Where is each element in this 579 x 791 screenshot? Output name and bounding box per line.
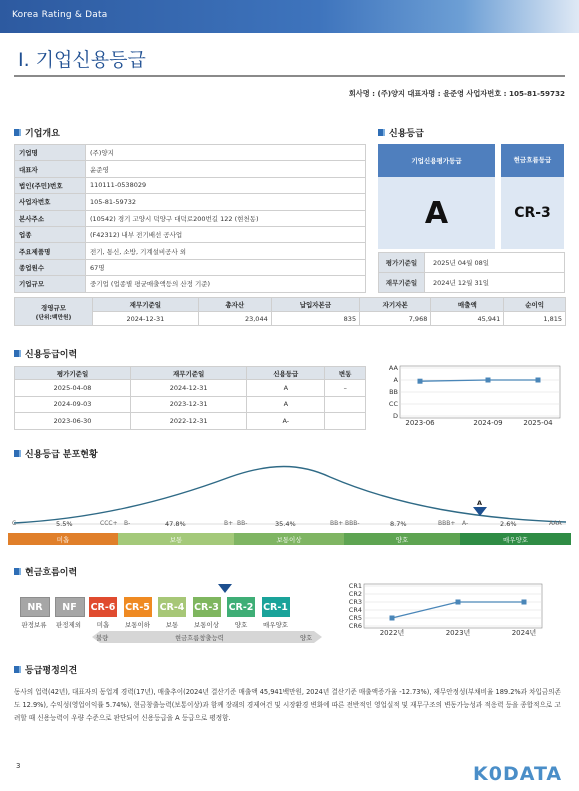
cf-grade-box: CR-6 [89, 597, 117, 617]
x-tick-label: 2022년 [379, 629, 405, 637]
scale-value: 2024-12-31 [93, 312, 199, 326]
distribution-percent: 35.4% [275, 520, 296, 528]
data-point [522, 600, 527, 605]
distribution-percent: 47.8% [165, 520, 186, 528]
history-cell: 2023-12-31 [131, 396, 247, 413]
page-header-bar [0, 0, 579, 33]
overview-value: 110111-0538029 [86, 177, 366, 193]
scale-header: 순이익 [504, 298, 566, 312]
overview-key: 기업규모 [15, 276, 86, 292]
cf-bar-left-label: 불량 [96, 635, 109, 642]
scale-table [14, 297, 566, 326]
marker-label: A [477, 499, 483, 507]
overview-key: 사업자번호 [15, 194, 86, 210]
cf-bar-mid-label: 현금흐름창출능력 [175, 635, 224, 642]
distribution-heading-text: 신용등급 분포현황 [25, 450, 98, 460]
distribution-band: 보통이상 [234, 533, 344, 545]
grade-tick-label: B- [124, 520, 131, 527]
overview-value: (10542) 경기 고양시 덕양구 대덕로200번길 122 (현천동) [86, 210, 366, 226]
history-cell: 2022-12-31 [131, 413, 247, 430]
history-cell: A [247, 396, 325, 413]
overview-key: 본사주소 [15, 210, 86, 226]
cf-grade-header: 현금흐름등급 [501, 144, 564, 177]
overview-row [15, 226, 366, 242]
overview-heading-text: 기업개요 [25, 129, 60, 139]
company-info-line: 회사명 : (주)양지 대표자명 : 윤준영 사업자번호 : 105-81-59732 [348, 89, 565, 98]
page-title: I. 기업신용등급 [18, 49, 146, 71]
cf-grade-box: CR-1 [262, 597, 290, 617]
cf-grade-label: 매우양호 [262, 621, 289, 629]
overview-value: (주)양지 [86, 145, 366, 161]
history-cell [325, 396, 366, 413]
overview-value: 105-81-59732 [86, 194, 366, 210]
overview-value: 중기업 (업종별 평균매출액등의 산정 기준) [86, 276, 366, 292]
history-header: 신용등급 [247, 367, 325, 380]
grade-tick-label: C [12, 520, 17, 527]
history-cell: 2023-06-30 [15, 413, 131, 430]
y-tick-label: CR1 [348, 582, 362, 591]
data-point [390, 616, 395, 621]
overview-value: 윤준영 [86, 161, 366, 177]
grade-tick-label: CCC+ [100, 520, 118, 527]
history-heading-text: 신용등급이력 [25, 350, 78, 360]
scale-value: 45,941 [431, 312, 504, 326]
cf-grade-box: NR [20, 597, 50, 617]
brand-text: Korea Rating & Data [12, 10, 108, 20]
distribution-curve-line [14, 467, 566, 524]
y-tick-label: AA [388, 364, 398, 373]
history-header: 재무기준일 [131, 367, 247, 380]
history-cell [325, 413, 366, 430]
cf-grade-label: 양호 [234, 621, 248, 629]
x-tick-label: 2023-06 [405, 419, 435, 427]
table-row [15, 396, 366, 413]
credit-heading [378, 126, 424, 139]
section-square-icon [14, 129, 21, 136]
fin-date-label: 재무기준일 [379, 273, 425, 293]
history-cell: 2024-09-03 [15, 396, 131, 413]
grade-header: 기업신용평가등급 [378, 144, 495, 177]
distribution-band: 매우양호 [460, 533, 571, 545]
history-header: 변동 [325, 367, 366, 380]
cashflow-heading [14, 565, 77, 578]
overview-row [15, 210, 366, 226]
history-chart [378, 362, 566, 428]
distribution-percent: 5.5% [56, 520, 73, 528]
opinion-heading [14, 663, 77, 676]
y-tick-label: CR4 [348, 606, 362, 615]
x-tick-label: 2023년 [445, 629, 471, 637]
cashflow-heading-text: 현금흐름이력 [25, 568, 78, 578]
history-cell: 2025-04-08 [15, 380, 131, 397]
scale-value: 7,968 [360, 312, 431, 326]
overview-key: 기업명 [15, 145, 86, 161]
history-heading [14, 347, 77, 360]
history-cell: A- [247, 413, 325, 430]
x-tick-label: 2025-04 [523, 419, 553, 427]
cf-bar-right-label: 양호 [300, 635, 313, 642]
grade-tick-label: BBB+ [438, 520, 456, 527]
chart-frame [364, 584, 542, 628]
x-tick-label: 2024-09 [473, 419, 503, 427]
scale-header: 재무기준일 [93, 298, 199, 312]
cf-grade-box: CR-4 [158, 597, 186, 617]
overview-row [15, 145, 366, 161]
history-table [14, 366, 366, 430]
overview-heading [14, 126, 60, 139]
history-cell: – [325, 380, 366, 397]
page-number: 3 [16, 762, 21, 770]
scale-value: 23,044 [198, 312, 271, 326]
scale-label [15, 298, 93, 326]
data-point [456, 600, 461, 605]
overview-key: 법인(주민)번호 [15, 177, 86, 193]
scale-header: 납입자본금 [271, 298, 359, 312]
credit-heading-text: 신용등급 [389, 129, 424, 139]
title-divider [14, 75, 565, 77]
grade-tick-label: BB+ [330, 520, 344, 527]
grade-tick-label: BB- [237, 520, 248, 527]
section-square-icon [378, 129, 385, 136]
overview-row [15, 161, 366, 177]
table-row [15, 380, 366, 397]
x-tick-label: 2024년 [511, 629, 537, 637]
cf-grade-box: CR-2 [227, 597, 255, 617]
scale-value: 1,815 [504, 312, 566, 326]
data-point [486, 378, 491, 383]
section-square-icon [14, 350, 21, 357]
kodata-logo: K0DATA [473, 763, 563, 785]
scale-label-1: 경영규모 [40, 303, 67, 312]
eval-date-value: 2025년 04월 08일 [425, 253, 565, 273]
grade-tick-label: AAA [549, 520, 562, 527]
history-header-row [15, 367, 366, 380]
scale-value: 835 [271, 312, 359, 326]
scale-label-2: (단위:백만원) [35, 314, 72, 321]
cf-grade-label: 보통이상 [193, 621, 220, 629]
cf-grade-box: CR-3 [193, 597, 221, 617]
overview-value: (F42312) 내부 전기배선 공사업 [86, 226, 366, 242]
credit-dates-table [378, 252, 565, 293]
overview-value: 67명 [86, 259, 366, 275]
cf-grade-box: CR-5 [124, 597, 152, 617]
scale-header: 매출액 [431, 298, 504, 312]
overview-value: 전기, 통신, 소방, 기계설비공사 외 [86, 243, 366, 259]
scale-header: 자기자본 [360, 298, 431, 312]
y-tick-label: CR2 [348, 590, 362, 599]
overview-key: 주요제품명 [15, 243, 86, 259]
y-tick-label: CR3 [348, 598, 362, 607]
y-tick-label: CR6 [348, 622, 362, 631]
cf-grade-label: 판정보류 [21, 621, 47, 629]
data-point [418, 379, 423, 384]
overview-row [15, 194, 366, 210]
section-square-icon [14, 666, 21, 673]
overview-row [15, 259, 366, 275]
eval-date-label: 평가기준일 [379, 253, 425, 273]
history-cell: 2024-12-31 [131, 380, 247, 397]
opinion-heading-text: 등급평정의견 [25, 666, 78, 676]
y-tick-label: D [392, 412, 398, 421]
y-tick-label: CR5 [348, 614, 362, 623]
overview-key: 업종 [15, 226, 86, 242]
cf-grade-label: 보통이하 [124, 621, 151, 629]
history-cell: A [247, 380, 325, 397]
distribution-band: 보통 [118, 533, 234, 545]
distribution-percent: 8.7% [390, 520, 407, 528]
table-row [15, 413, 366, 430]
overview-key: 종업원수 [15, 259, 86, 275]
y-tick-label: BB [389, 388, 398, 397]
cashflow-chart [342, 580, 566, 646]
y-tick-label: CC [388, 400, 398, 409]
grade-tick-label: A- [462, 520, 469, 527]
grade-tick-label: BBB- [345, 520, 360, 527]
overview-table [14, 144, 366, 293]
distribution-band: 미흡 [8, 533, 118, 545]
history-header: 평가기준일 [15, 367, 131, 380]
scale-header: 총자산 [198, 298, 271, 312]
opinion-text: 동사의 업력(42년), 대표자의 동업계 경력(17년), 매출추이(2024년 결산기준 매출액 45,941백만원, 2024년 결산기준 매출액증가율 -12.73%), 재무안정성(부채비율 189.2%과 차입금의존도 12.9%), 수익성(영업이익률 5.74%), 현금창출능력(보통이상)과 함께 장래의 경제여건 및 시장환경 변화에 따른 전반적인 영업실적 및 재무구조의 변동가능성과 적응력 등을 종합적으로 고려할 때 신용능력이 우량 수준으로 판단되어 신용등급을 A 등급으로 평정함. [14, 688, 561, 722]
overview-row [15, 177, 366, 193]
cf-current-marker-icon [218, 584, 232, 594]
cf-grade-label: 보통 [165, 621, 179, 629]
grade-tick-label: B+ [224, 520, 234, 527]
data-point [536, 378, 541, 383]
cf-grade-label: 판정제외 [55, 621, 82, 629]
section-square-icon [14, 568, 21, 575]
overview-row [15, 243, 366, 259]
credit-grade-value: A [378, 177, 495, 249]
fin-date-value: 2024년 12월 31일 [425, 273, 565, 293]
cf-grade-box: NF [55, 597, 85, 617]
y-tick-label: A [393, 376, 398, 385]
distribution-band: 양호 [344, 533, 460, 545]
distribution-percent: 2.6% [500, 520, 517, 528]
overview-row [15, 276, 366, 292]
cf-grade-value: CR-3 [501, 177, 564, 249]
cf-grade-label: 미흡 [96, 621, 110, 629]
overview-key: 대표자 [15, 161, 86, 177]
